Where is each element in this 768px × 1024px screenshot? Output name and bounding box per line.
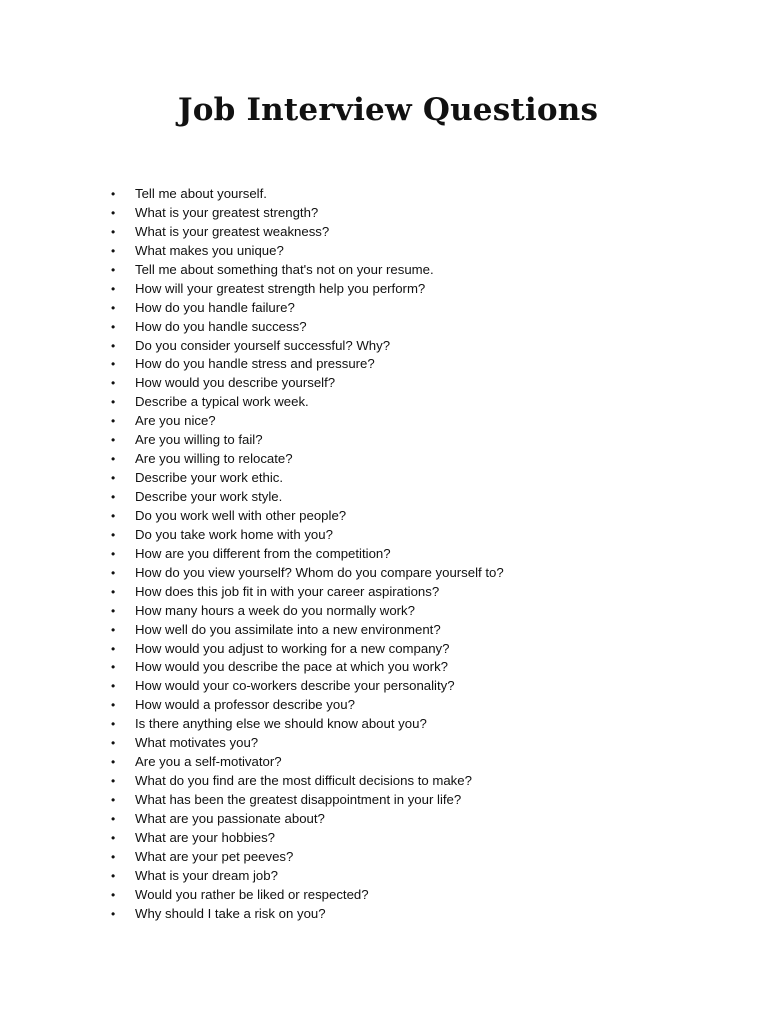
bullet-icon: •	[111, 433, 116, 448]
bullet-icon: •	[111, 830, 116, 845]
list-item	[111, 469, 711, 488]
list-item	[111, 658, 711, 677]
bullet-icon: •	[111, 698, 116, 713]
question-text: Tell me about yourself.	[135, 186, 267, 201]
list-item	[111, 299, 711, 318]
list-item	[111, 393, 711, 412]
list-item	[111, 564, 711, 583]
list-item	[111, 677, 711, 696]
list-item	[111, 905, 711, 924]
bullet-icon: •	[111, 755, 116, 770]
question-text: Describe your work ethic.	[135, 470, 284, 486]
question-text: How are you different from the competition?	[135, 545, 391, 561]
list-item	[111, 810, 711, 829]
bullet-icon: •	[111, 300, 116, 315]
question-text: What is your greatest weakness?	[135, 223, 330, 239]
bullet-icon: •	[111, 452, 116, 467]
question-text: How would your co-workers describe your personality?	[135, 678, 455, 694]
question-text: Describe your work style.	[135, 489, 283, 504]
question-text: How do you handle success?	[135, 318, 307, 334]
question-text: How does this job fit in with your career aspirations?	[135, 583, 440, 599]
bullet-icon: •	[111, 641, 116, 656]
bullet-icon: •	[111, 584, 116, 599]
bullet-icon: •	[111, 868, 116, 883]
question-list	[111, 185, 711, 924]
question-text: How do you handle failure?	[135, 299, 295, 315]
question-text: How would a professor describe you?	[135, 697, 355, 713]
question-text: How do you handle stress and pressure?	[135, 356, 375, 372]
question-text: What makes you unique?	[135, 242, 284, 258]
question-text: What are you passionate about?	[135, 810, 325, 826]
bullet-icon: •	[111, 774, 116, 789]
question-text: Are you willing to relocate?	[135, 451, 293, 467]
list-item	[111, 355, 711, 374]
question-text: Do you work well with other people?	[135, 507, 347, 523]
question-text: How do you view yourself? Whom do you compare yourself to?	[135, 564, 504, 580]
bullet-icon: •	[111, 546, 116, 561]
bullet-icon: •	[111, 490, 116, 504]
bullet-icon: •	[111, 508, 116, 523]
bullet-icon: •	[111, 849, 116, 864]
bullet-icon: •	[111, 224, 116, 239]
bullet-icon: •	[111, 603, 116, 618]
list-item	[111, 696, 711, 715]
list-item	[111, 507, 711, 526]
bullet-icon: •	[111, 205, 116, 220]
bullet-icon: •	[111, 660, 116, 675]
bullet-icon: •	[111, 357, 116, 372]
list-item	[111, 526, 711, 545]
question-text: Do you consider yourself successful? Why?	[135, 337, 391, 353]
list-item	[111, 867, 711, 886]
bullet-icon: •	[111, 622, 116, 637]
question-text: What do you find are the most difficult decisions to make?	[135, 773, 472, 789]
question-text: What are your hobbies?	[135, 829, 276, 845]
list-item	[111, 602, 711, 621]
question-text: How many hours a week do you normally work?	[135, 602, 415, 618]
list-item	[111, 621, 711, 640]
list-item	[111, 450, 711, 469]
question-text: How will your greatest strength help you perform?	[135, 280, 426, 296]
bullet-icon: •	[111, 414, 116, 429]
question-text: Describe a typical work week.	[135, 394, 309, 410]
list-item	[111, 242, 711, 261]
question-text: Are you willing to fail?	[135, 432, 263, 448]
list-item	[111, 829, 711, 848]
list-item	[111, 715, 711, 734]
bullet-icon: •	[111, 793, 116, 807]
bullet-icon: •	[111, 717, 116, 732]
list-item	[111, 791, 711, 810]
bullet-icon: •	[111, 319, 116, 334]
question-text: Are you a self-motivator?	[135, 754, 282, 770]
bullet-icon: •	[111, 187, 116, 201]
bullet-icon: •	[111, 906, 116, 921]
question-text: Tell me about something that's not on your resume.	[135, 261, 434, 277]
list-item	[111, 318, 711, 337]
bullet-icon: •	[111, 338, 116, 353]
list-item	[111, 431, 711, 450]
bullet-icon: •	[111, 262, 116, 277]
question-text: Would you rather be liked or respected?	[135, 886, 369, 902]
list-item	[111, 261, 711, 280]
list-item	[111, 204, 711, 223]
bullet-icon: •	[111, 243, 116, 258]
question-text: Are you nice?	[135, 413, 216, 429]
bullet-icon: •	[111, 281, 116, 296]
list-item	[111, 753, 711, 772]
list-item	[111, 488, 711, 507]
list-item	[111, 772, 711, 791]
question-text: What has been the greatest disappointment in your life?	[135, 792, 462, 807]
question-text: How would you adjust to working for a new company?	[135, 640, 450, 656]
question-text: Why should I take a risk on you?	[135, 905, 326, 921]
bullet-icon: •	[111, 887, 116, 902]
question-text: What motivates you?	[135, 735, 259, 751]
question-text: How would you describe the pace at which you work?	[135, 659, 449, 675]
list-item	[111, 545, 711, 564]
bullet-icon: •	[111, 736, 116, 751]
bullet-icon: •	[111, 811, 116, 826]
bullet-icon: •	[111, 471, 116, 486]
question-text: How would you describe yourself?	[135, 375, 336, 391]
question-text: What is your dream job?	[135, 867, 278, 883]
bullet-icon: •	[111, 565, 116, 580]
question-text: What are your pet peeves?	[135, 848, 294, 864]
list-item	[111, 640, 711, 659]
bullet-icon: •	[111, 376, 116, 391]
page-title: Job Interview Questions	[177, 92, 599, 128]
question-text: Is there anything else we should know about you?	[135, 716, 427, 732]
question-text: What is your greatest strength?	[135, 204, 319, 220]
list-item	[111, 223, 711, 242]
list-item	[111, 848, 711, 867]
list-item	[111, 734, 711, 753]
list-item	[111, 280, 711, 299]
list-item	[111, 374, 711, 393]
list-item	[111, 583, 711, 602]
bullet-icon: •	[111, 527, 116, 542]
list-item	[111, 886, 711, 905]
question-text: How well do you assimilate into a new environment?	[135, 621, 441, 637]
list-item	[111, 337, 711, 356]
bullet-icon: •	[111, 395, 116, 410]
list-item	[111, 185, 711, 204]
list-item	[111, 412, 711, 431]
question-text: Do you take work home with you?	[135, 526, 333, 542]
bullet-icon: •	[111, 679, 116, 694]
